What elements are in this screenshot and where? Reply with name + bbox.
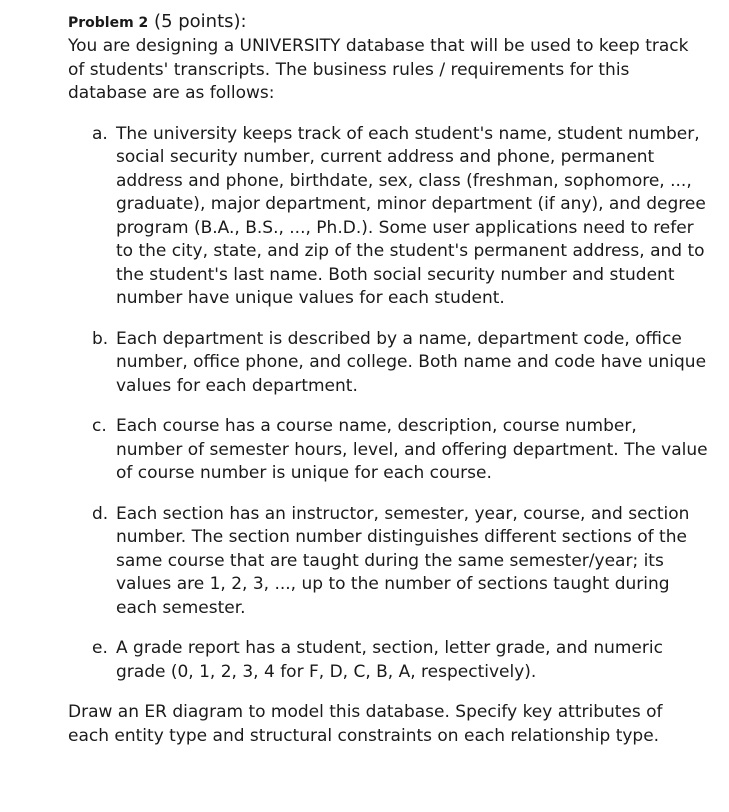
requirement-text: Each course has a course name, description, course number, number of semester hours, level, and offering department. The value of course number is unique for each course. [116, 416, 708, 483]
problem-points: (5 points): [154, 11, 247, 32]
requirement-b [68, 328, 708, 399]
requirement-d [68, 503, 708, 621]
requirement-text: Each department is described by a name, department code, office number, office phone, and college. Both name and code have unique values for each department. [116, 328, 707, 396]
requirement-marker: c. [92, 416, 107, 436]
requirement-marker: d. [92, 503, 109, 524]
requirement-marker: b. [92, 328, 109, 349]
requirement-c [68, 415, 708, 486]
problem-instructions: Draw an ER diagram to model this database. Specify key attributes of each entity type and structural constraints on each relationship type. [68, 702, 663, 746]
requirement-text: The university keeps track of each student's name, student number, social security number, current address and phone, permanent address and phone, birthdate, sex, class (freshman, sophomore, ..., graduate), major department, minor department (if any), and degree program (B.A., B.S., ..., Ph.D.). Some user applications need to refer to the city, state, and zip of the student's permanent address, and to the student's last name. Both social security number and student number have unique values for each student. [116, 123, 706, 308]
problem-label: Problem 2 [68, 15, 149, 31]
requirement-text: A grade report has a student, section, letter grade, and numeric grade (0, 1, 2, 3, 4 for F, D, C, B, A, respectively). [116, 638, 663, 682]
problem-intro: You are designing a UNIVERSITY database that will be used to keep track of students' transcripts. The business rules / requirements for this database are as follows: [68, 36, 689, 103]
problem-document [68, 10, 708, 748]
requirements-list [68, 123, 708, 685]
requirement-marker: e. [92, 638, 108, 658]
requirement-marker: a. [92, 123, 108, 144]
requirement-e [68, 637, 708, 684]
requirement-a [68, 123, 708, 311]
problem-heading [68, 10, 708, 35]
requirement-text: Each section has an instructor, semester, year, course, and section number. The section number distinguishes different sections of the same course that are taught during the same semester/year; its values are 1, 2, 3, ..., up to the number of sections taught during each semester. [116, 503, 690, 618]
